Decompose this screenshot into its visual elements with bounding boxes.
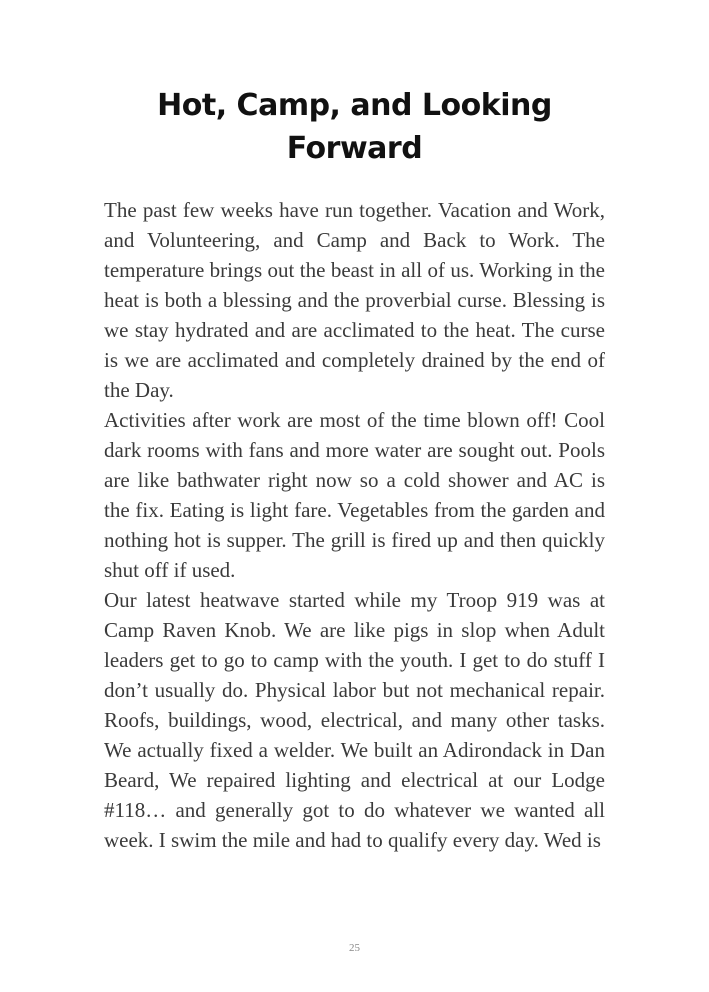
- body-text: [104, 195, 605, 855]
- paragraph-1: The past few weeks have run together. Vacation and Work, and Volunteering, and Camp and Back to Work. The temperature brings out the beast in all of us. Working in the heat is both a blessing and the proverbial curse. Blessing is we stay hydrated and are acclimated to the heat. The curse is we are acclimated and completely drained by the end of the Day.: [104, 198, 605, 402]
- paragraph-2: Activities after work are most of the time blown off! Cool dark rooms with fans and more water are sought out. Pools are like bathwater right now so a cold shower and AC is the fix. Eating is light fare. Vegetables from the garden and nothing hot is supper. The grill is fired up and then quickly shut off if used.: [104, 408, 605, 582]
- paragraph-3: Our latest heatwave started while my Troop 919 was at Camp Raven Knob. We are like pigs in slop when Adult leaders get to go to camp with the youth. I get to do stuff I don’t usually do. Physical labor but not mechanical repair. Roofs, buildings, wood, electrical, and many other tasks. We actually fixed a welder. We built an Adirondack in Dan Beard, We repaired lighting and electrical at our Lodge #118… and generally got to do whatever we wanted all week. I swim the mile and had to qualify every day. Wed is: [104, 588, 605, 852]
- page-title: Hot, Camp, and Looking Forward: [157, 88, 552, 166]
- page-number: 25: [349, 942, 360, 954]
